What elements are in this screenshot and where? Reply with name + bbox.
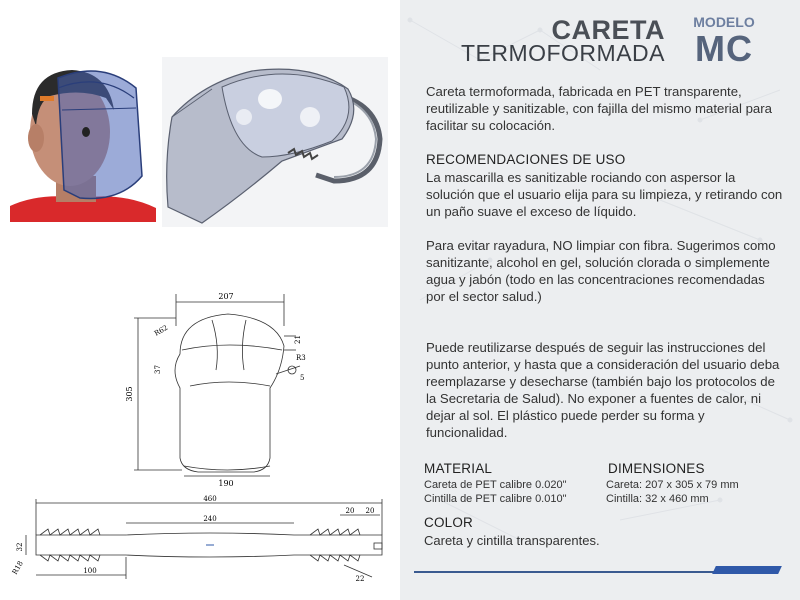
model-code: MC xyxy=(695,28,753,69)
shield-render-image xyxy=(162,57,388,227)
dim-height: 305 xyxy=(125,386,134,402)
dimensions-line-2: Cintilla: 32 x 460 mm xyxy=(606,493,709,505)
title-line-2: TERMOFORMADA xyxy=(460,40,665,66)
recommendations-heading: RECOMENDACIONES DE USO xyxy=(426,152,626,167)
recommendations-paragraph-2: Para evitar rayadura, NO limpiar con fibra. Sugerimos como sanitizante, alcohol en gel, solución clorada o simplemente agua y jabón (todo en las concentraciones recomendadas por el sector salud.) xyxy=(426,238,776,304)
material-line-2: Cintilla de PET calibre 0.010" xyxy=(424,493,567,505)
dim-21: 21 xyxy=(294,335,302,344)
dim-5: 5 xyxy=(300,374,305,382)
strap-technical-drawing xyxy=(10,495,390,595)
dim-width-bottom: 190 xyxy=(218,479,234,488)
dimensions-line-1: Careta: 207 x 305 x 79 mm xyxy=(606,479,739,491)
dim-strap-height: 32 xyxy=(16,542,24,552)
head-render-image xyxy=(10,58,156,222)
material-line-1: Careta de PET calibre 0.020" xyxy=(424,479,567,491)
dim-radius-b: R3 xyxy=(296,354,306,362)
dim-width-top: 207 xyxy=(218,292,234,301)
footer-accent-bar xyxy=(712,566,782,574)
dim-strap-offset: 100 xyxy=(83,567,97,575)
dim-strap-inner: 240 xyxy=(203,515,217,523)
dim-strap-radius: R18 xyxy=(10,559,25,576)
front-technical-drawing xyxy=(120,290,320,490)
dim-37: 37 xyxy=(154,365,162,374)
title-line-1: CARETA xyxy=(551,15,665,45)
color-heading: COLOR xyxy=(424,515,474,530)
dimensions-heading: DIMENSIONES xyxy=(608,461,705,476)
material-heading: MATERIAL xyxy=(424,461,493,476)
dim-radius-a: R62 xyxy=(153,323,170,338)
model-label: MODELO xyxy=(693,14,755,30)
dim-strap-tooth1: 20 xyxy=(345,507,355,515)
product-description: Careta termoformada, fabricada en PET transparente, reutilizable y sanitizable, con fajilla del mismo material para facilitar su colocación. xyxy=(426,84,772,133)
dim-strap-tooth2: 20 xyxy=(365,507,375,515)
color-text: Careta y cintilla transparentes. xyxy=(424,533,600,548)
recommendations-paragraph-1: La mascarilla es sanitizable rociando con aspersor la solución que el usuario elija para su limpieza, y retirando con un paño suave el exceso de líquido. xyxy=(426,170,783,219)
dim-strap-end: 22 xyxy=(355,575,365,583)
dim-strap-length: 460 xyxy=(203,495,217,503)
recommendations-paragraph-3: Puede reutilizarse después de seguir las instrucciones del punto anterior, y hasta que a consideración del usuario deba reemplazarse y desecharse (también bajo los protocolos de la Secretaria de Salud). No exponer a fuentes de calor, ni dejar al sol. El plástico puede perder su forma y funcionalidad. xyxy=(426,340,780,440)
